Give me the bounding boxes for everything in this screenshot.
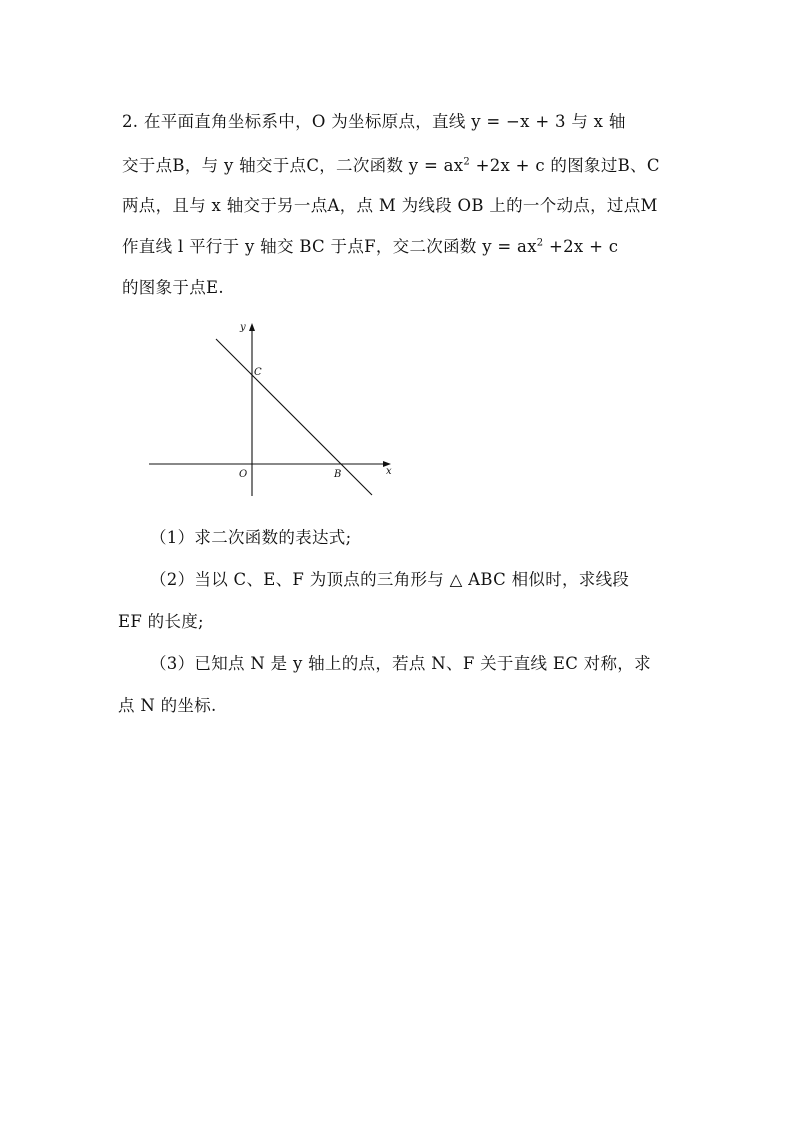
question-2-cont: EF 的长度;	[118, 612, 204, 631]
problem-text: 2. 在平面直角坐标系中，O 为坐标原点，直线 y =	[122, 112, 507, 131]
y-axis-arrow	[249, 323, 255, 331]
problem-text: 的图象于点E.	[122, 278, 224, 297]
point-b-label: B	[334, 469, 342, 480]
y-axis-label: y	[240, 322, 246, 333]
x-axis-label: x	[386, 466, 392, 477]
point-c-label: C	[254, 367, 262, 378]
exponent: 2	[463, 156, 471, 168]
point-o-label: O	[239, 469, 248, 480]
problem-line-1	[122, 108, 626, 132]
question-1: （1）求二次函数的表达式;	[150, 528, 352, 547]
question-3: （3）已知点 N 是 y 轴上的点，若点 N、F 关于直线 EC 对称，求	[150, 654, 651, 673]
problem-text: 作直线 l 平行于 y 轴交 BC 于点F，交二次函数 y = ax	[122, 237, 537, 256]
question-2: （2）当以 C、E、F 为顶点的三角形与 △ ABC 相似时，求线段	[150, 570, 630, 589]
coordinate-figure	[145, 318, 395, 503]
problem-text: 交于点B，与 y 轴交于点C，二次函数 y = ax	[122, 156, 464, 175]
problem-text: 两点，且与 x 轴交于另一点A，点 M 为线段 OB 上的一个动点，过点M	[122, 196, 658, 215]
problem-text: +2x + c 的图象过B、C	[470, 156, 660, 175]
problem-text: +2x + c	[543, 237, 619, 256]
coordinate-diagram	[145, 318, 395, 503]
problem-text: −x + 3 与 x 轴	[506, 112, 626, 131]
problem-line-2	[122, 152, 660, 176]
problem-line-5	[122, 274, 224, 298]
problem-line-4	[122, 233, 618, 257]
exponent: 2	[536, 237, 544, 249]
problem-line-3	[122, 192, 658, 216]
question-3-cont: 点 N 的坐标.	[118, 696, 217, 715]
